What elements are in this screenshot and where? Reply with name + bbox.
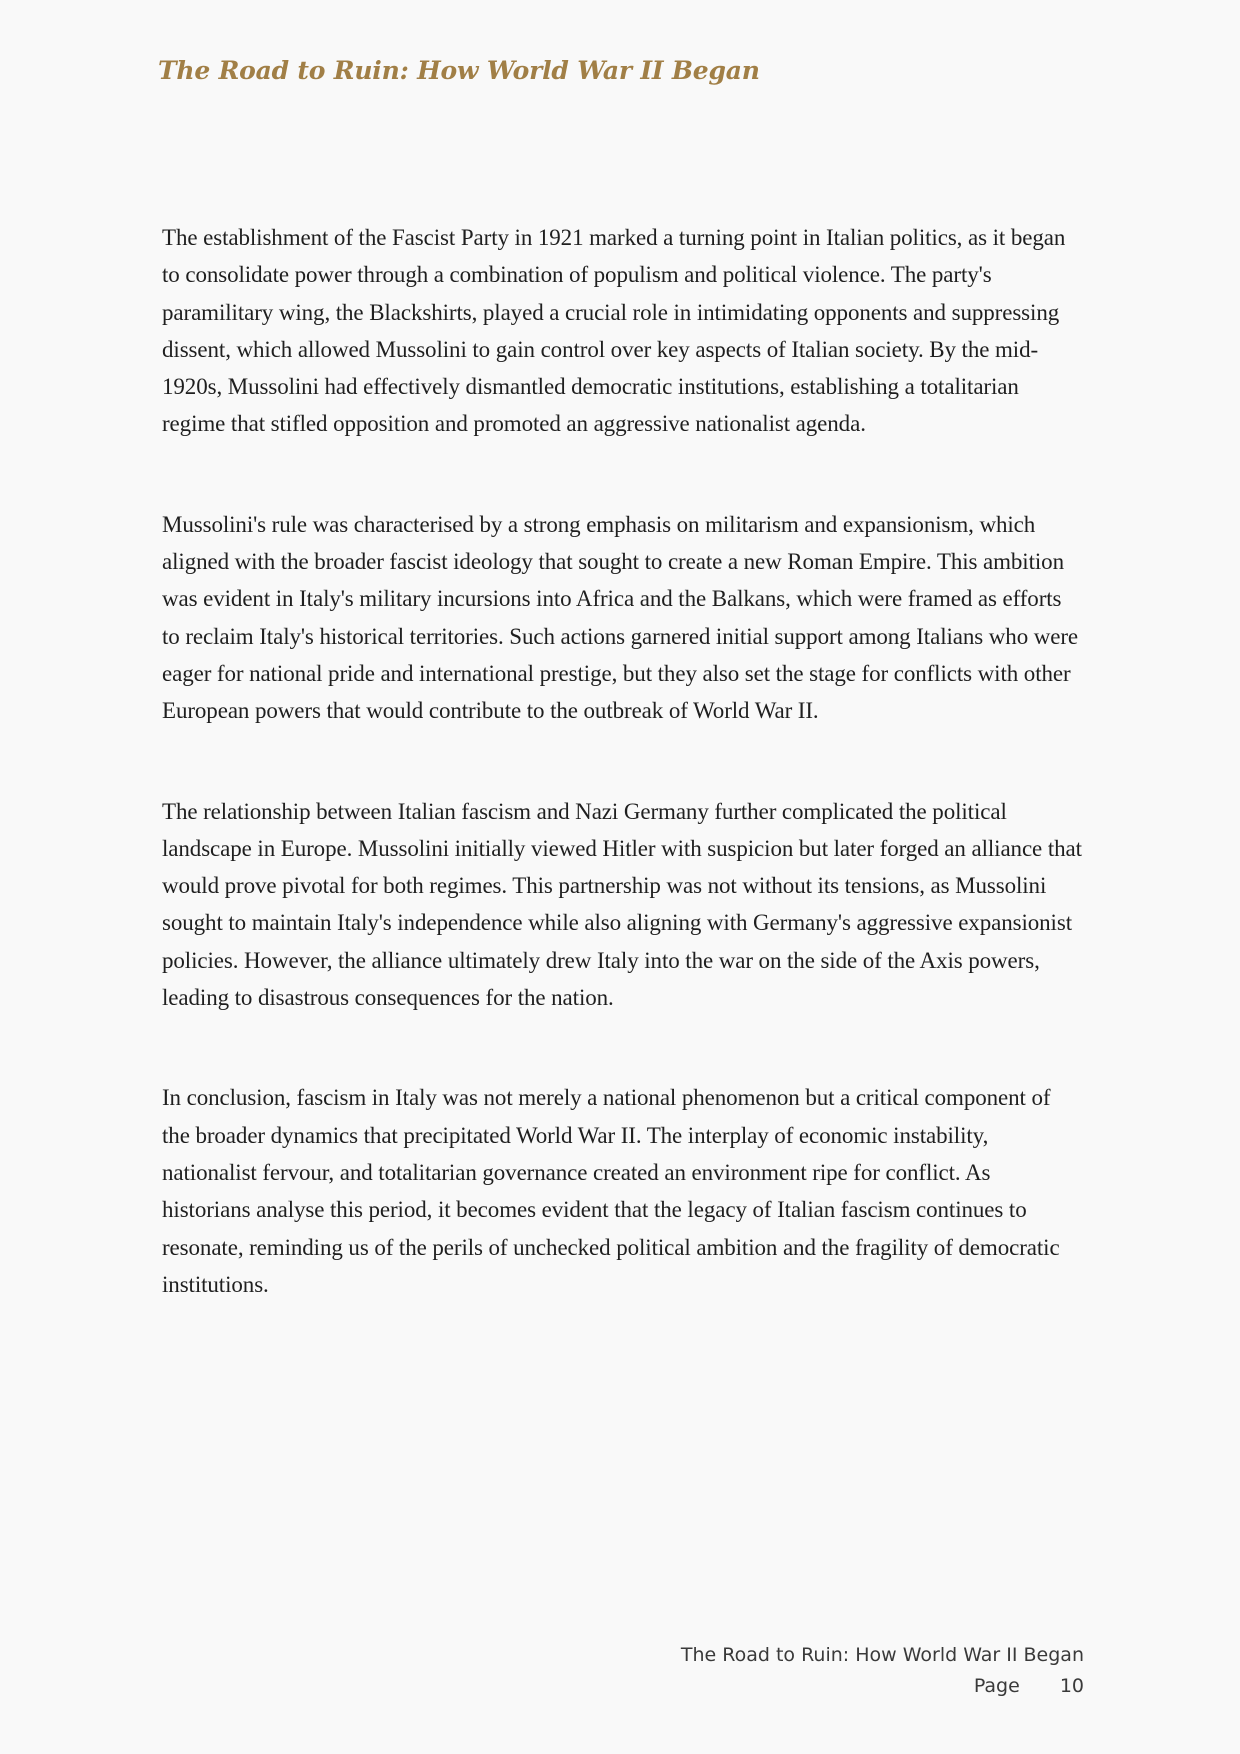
page-label: Page bbox=[973, 1675, 1020, 1697]
footer-page-line bbox=[681, 1671, 1084, 1702]
paragraph: Mussolini's rule was characterised by a strong emphasis on militarism and expansionism, which aligned with the broader fascist ideology that sought to create a new Roman Empire. This ambition was evident in Italy's military incursions into Africa and the Balkans, which were framed as efforts to reclaim Italy's historical territories. Such actions garnered initial support among Italians who were eager for national pride and international prestige, but they also set the stage for conflicts with other European powers that would contribute to the outbreak of World War II. bbox=[162, 511, 1079, 724]
page-number: 10 bbox=[1059, 1675, 1084, 1697]
running-header-title: The Road to Ruin: How World War II Began bbox=[158, 56, 760, 85]
footer-title: The Road to Ruin: How World War II Began bbox=[680, 1644, 1084, 1666]
page-footer bbox=[681, 1640, 1084, 1702]
document-body bbox=[162, 219, 1082, 1366]
paragraph: The relationship between Italian fascism and Nazi Germany further complicated the political landscape in Europe. Mussolini initially viewed Hitler with suspicion but later forged an alliance that would prove pivotal for both regimes. This partnership was not without its tensions, as Mussolini sought to maintain Italy's independence while also aligning with Germany's aggressive expansionist policies. However, the alliance ultimately drew Italy into the war on the side of the Axis powers, leading to disastrous consequences for the nation. bbox=[162, 798, 1082, 1011]
paragraph: The establishment of the Fascist Party in 1921 marked a turning point in Italian politics, as it began to consolidate power through a combination of populism and political violence. The party's paramilitary wing, the Blackshirts, played a crucial role in intimidating opponents and suppressing dissent, which allowed Mussolini to gain control over key aspects of Italian society. By the mid-1920s, Mussolini had effectively dismantled democratic institutions, establishing a totalitarian regime that stifled opposition and promoted an aggressive nationalist agenda. bbox=[162, 225, 1066, 437]
paragraph: In conclusion, fascism in Italy was not merely a national phenomenon but a critical component of the broader dynamics that precipitated World War II. The interplay of economic instability, nationalist fervour, and totalitarian governance created an environment ripe for conflict. As historians analyse this period, it becomes evident that the legacy of Italian fascism continues to resonate, reminding us of the perils of unchecked political ambition and the fragility of democratic institutions. bbox=[162, 1085, 1060, 1297]
